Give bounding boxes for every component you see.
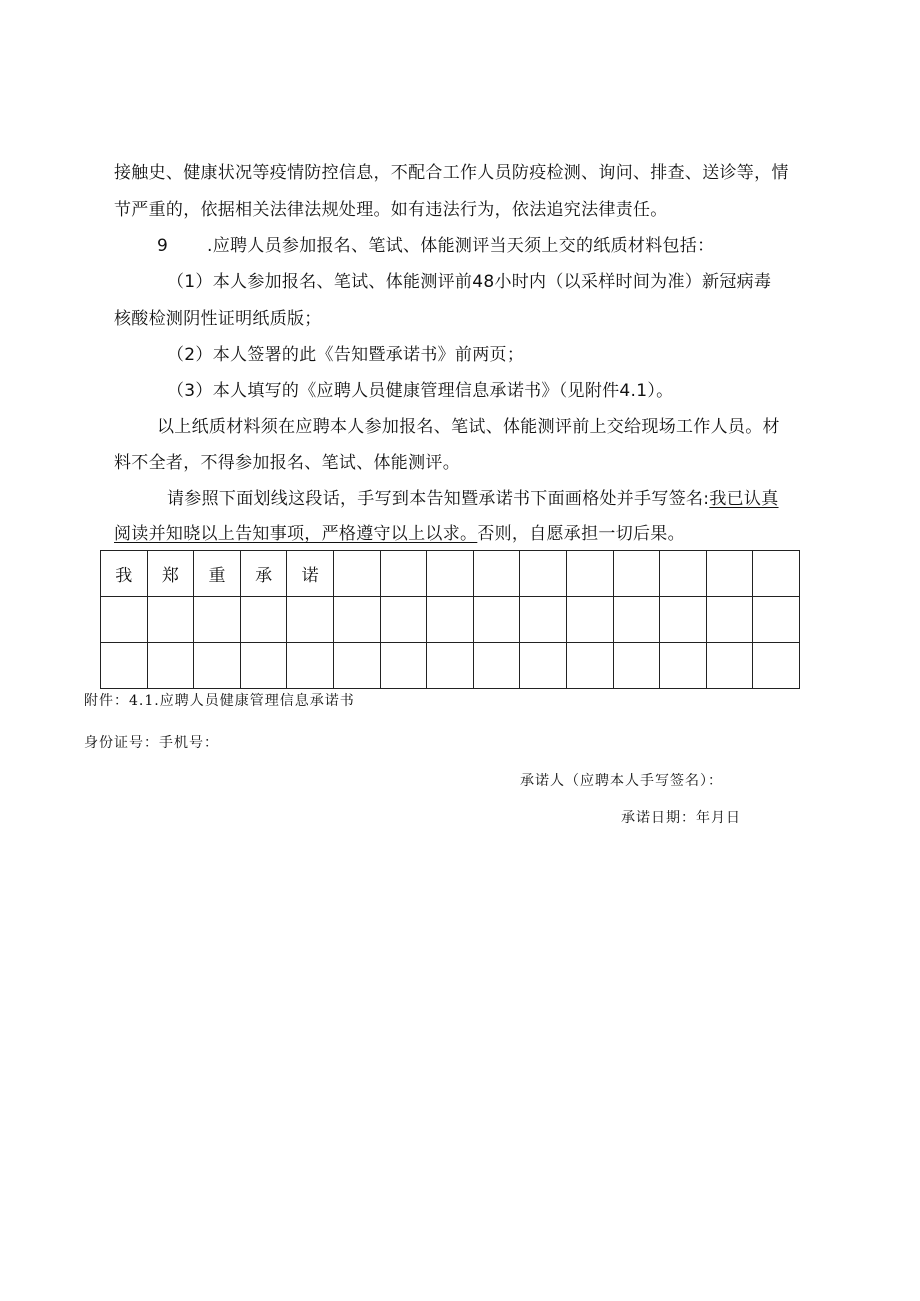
grid-cell[interactable]: 承 xyxy=(240,551,287,597)
grid-cell[interactable] xyxy=(333,597,380,643)
grid-cell[interactable] xyxy=(101,643,148,689)
grid-cell[interactable] xyxy=(473,643,520,689)
pledge-underlined-end: 阅读并知晓以上告知事项，严格遵守以上以求。 xyxy=(114,524,478,544)
grid-cell[interactable] xyxy=(101,597,148,643)
id-phone-label: 身份证号：手机号： xyxy=(84,735,219,751)
grid-cell[interactable] xyxy=(706,643,753,689)
sub-item-2: （2）本人签署的此《告知暨承诺书》前两页； xyxy=(167,345,525,365)
grid-cell[interactable] xyxy=(660,597,707,643)
grid-cell[interactable] xyxy=(706,551,753,597)
grid-cell[interactable] xyxy=(660,551,707,597)
pledge-tail-text: 否则，自愿承担一切后果。 xyxy=(477,524,685,544)
grid-cell[interactable]: 诺 xyxy=(287,551,334,597)
grid-cell[interactable] xyxy=(147,643,194,689)
grid-cell[interactable] xyxy=(240,597,287,643)
grid-cell[interactable] xyxy=(380,643,427,689)
grid-cell[interactable] xyxy=(380,597,427,643)
grid-cell[interactable] xyxy=(380,551,427,597)
grid-row-3 xyxy=(101,643,800,689)
signer-label: 承诺人（应聘本人手写签名）： xyxy=(520,773,723,789)
grid-cell[interactable] xyxy=(566,551,613,597)
grid-cell[interactable] xyxy=(566,643,613,689)
handwriting-grid xyxy=(100,550,800,689)
grid-cell[interactable] xyxy=(520,551,567,597)
paragraph-1-line-2: 节严重的，依据相关法律法规处理。如有违法行为，依法追究法律责任。 xyxy=(114,200,668,220)
grid-row-2 xyxy=(101,597,800,643)
grid-cell[interactable] xyxy=(427,597,474,643)
grid-cell[interactable] xyxy=(520,597,567,643)
pledge-underlined-start: 我已认真 xyxy=(709,489,779,509)
grid-cell[interactable] xyxy=(660,643,707,689)
date-label: 承诺日期：年月日 xyxy=(621,810,741,826)
sub-item-3: （3）本人填写的《应聘人员健康管理信息承诺书》（见附件4.1）。 xyxy=(167,381,674,401)
grid-cell[interactable] xyxy=(333,643,380,689)
paragraph-3-line-2 xyxy=(114,522,685,546)
grid-cell[interactable] xyxy=(287,643,334,689)
grid-cell[interactable] xyxy=(613,551,660,597)
grid-cell[interactable] xyxy=(613,643,660,689)
grid-cell[interactable] xyxy=(753,597,800,643)
grid-cell[interactable] xyxy=(753,551,800,597)
grid-cell[interactable] xyxy=(333,551,380,597)
grid-cell[interactable] xyxy=(473,597,520,643)
grid-cell[interactable] xyxy=(473,551,520,597)
grid-cell[interactable] xyxy=(194,643,241,689)
sub-item-1-line-2: 核酸检测阴性证明纸质版； xyxy=(114,309,322,329)
grid-cell[interactable] xyxy=(194,597,241,643)
grid-cell[interactable] xyxy=(520,643,567,689)
grid-cell[interactable] xyxy=(427,643,474,689)
attachment-title: 附件：4.1.应聘人员健康管理信息承诺书 xyxy=(84,693,355,709)
grid-cell[interactable] xyxy=(566,597,613,643)
paragraph-2-line-2: 料不全者，不得参加报名、笔试、体能测评。 xyxy=(114,453,460,473)
grid-cell[interactable]: 重 xyxy=(194,551,241,597)
paragraph-3-line-1 xyxy=(167,487,779,511)
grid-cell[interactable] xyxy=(287,597,334,643)
grid-cell[interactable] xyxy=(706,597,753,643)
grid-cell[interactable]: 郑 xyxy=(147,551,194,597)
grid-cell[interactable] xyxy=(427,551,474,597)
paragraph-2-line-1: 以上纸质材料须在应聘本人参加报名、笔试、体能测评前上交给现场工作人员。材 xyxy=(157,417,780,437)
item-9-number: 9 xyxy=(157,236,169,256)
paragraph-1-line-1: 接触史、健康状况等疫情防控信息，不配合工作人员防疫检测、询问、排查、送诊等，情 xyxy=(114,163,789,183)
grid-cell[interactable] xyxy=(613,597,660,643)
grid-cell[interactable] xyxy=(147,597,194,643)
grid-cell[interactable] xyxy=(240,643,287,689)
grid-cell[interactable]: 我 xyxy=(101,551,148,597)
grid-row-1 xyxy=(101,551,800,597)
instruction-text: 请参照下面划线这段话，手写到本告知暨承诺书下面画格处并手写签名: xyxy=(167,489,710,509)
grid-cell[interactable] xyxy=(753,643,800,689)
sub-item-1-line-1: （1）本人参加报名、笔试、体能测评前48小时内（以采样时间为准）新冠病毒 xyxy=(167,272,772,292)
item-9-text: .应聘人员参加报名、笔试、体能测评当天须上交的纸质材料包括： xyxy=(207,236,715,256)
